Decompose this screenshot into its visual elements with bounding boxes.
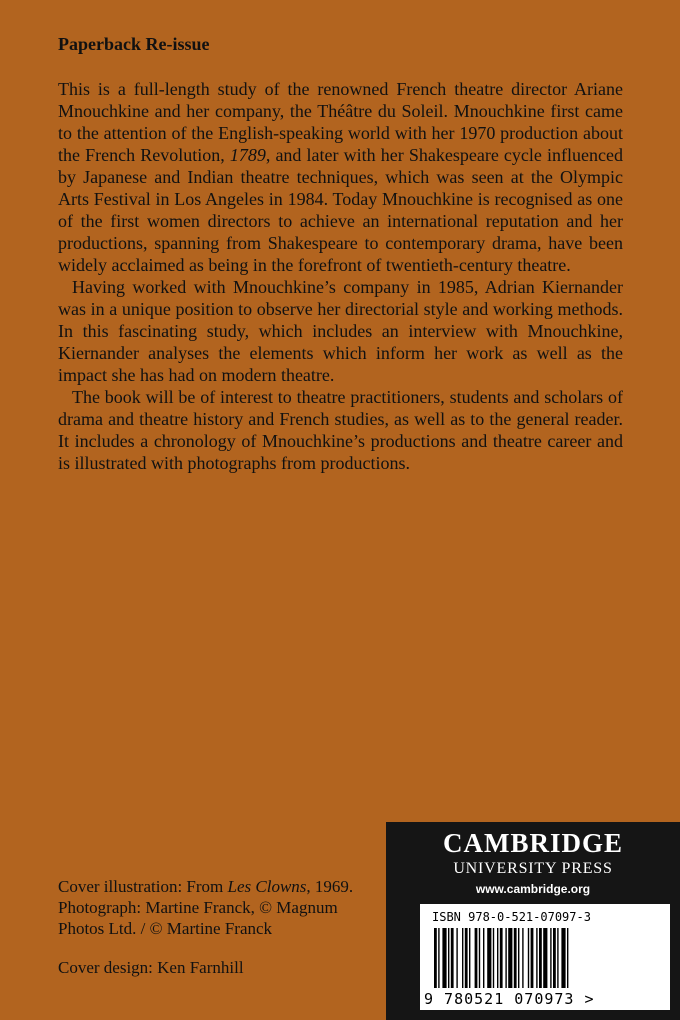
publisher-subtitle: UNIVERSITY PRESS — [453, 860, 613, 877]
cover-credits — [58, 876, 353, 939]
description-paragraph-1: This is a full-length study of the renowned French theatre director Ariane Mnouchkine and her company, the Théâtre du Soleil. Mnouchkine first came to the attention of the English-speaking world with her 1970 production about the French Revolution, 1789, and later with her Shakespeare cycle influenced by Japanese and Indian theatre techniques, which was seen at the Olympic Arts Festival in Los Angeles in 1984. Today Mnouchkine is recognised as one of the first women directors to achieve an international reputation and her productions, spanning from Shakespeare to contemporary drama, have been widely acclaimed as being in the forefront of twentieth-century theatre. — [58, 79, 623, 275]
barcode-digits: 9 780521 070973 > — [424, 990, 595, 1008]
photograph-credit-line-2: Photos Ltd. / © Martine Franck — [58, 919, 273, 938]
description-paragraph-2: Having worked with Mnouchkine’s company in 1985, Adrian Kiernander was in a unique position to observe her directorial style and working methods. In this fascinating study, which includes an interview with Mnouchkine, Kiernander analyses the elements which inform her work as well as the impact she has had on modern theatre. — [58, 277, 623, 385]
publisher-name: CAMBRIDGE — [442, 828, 623, 858]
publisher-block — [386, 822, 680, 1020]
illustration-credit: Cover illustration: From Les Clowns, 1969. — [58, 877, 354, 896]
book-description — [58, 78, 623, 474]
barcode — [420, 904, 670, 1010]
reissue-label: Paperback Re-issue — [58, 34, 210, 54]
design-credit: Cover design: Ken Farnhill — [58, 958, 244, 977]
description-paragraph-3: The book will be of interest to theatre practitioners, students and scholars of drama and theatre history and French studies, as well as to the general reader. It includes a chronology of Mnouchkine’s productions and theatre career and is illustrated with photographs from productions. — [58, 387, 623, 473]
production-title: 1789 — [229, 145, 266, 165]
barcode-bars — [430, 928, 660, 988]
isbn-label: ISBN 978-0-521-07097-3 — [432, 910, 591, 924]
photograph-credit-line-1: Photograph: Martine Franck, © Magnum — [58, 898, 338, 917]
publisher-url: www.cambridge.org — [475, 882, 591, 896]
